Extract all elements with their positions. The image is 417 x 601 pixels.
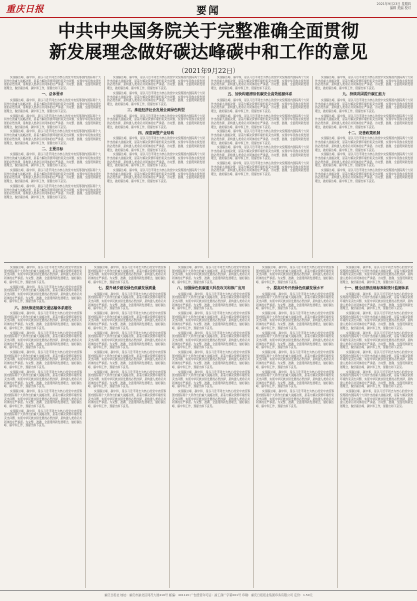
paragraph: 实现碳达峰、碳中和，是以习近平同志为核心的党中央统筹国内国际两个大局作出的重大战略决策，是着力解决资源环境约束突出问题、实现中华民族永续发展的必然选择，是构建人类命运共同体的庄严承诺。为完整、准确、全面贯彻新发展理念，做好碳达峰、碳中和工作，现提出如下意见。	[172, 266, 250, 284]
article-column-5	[4, 266, 82, 588]
paragraph: 实现碳达峰、碳中和，是以习近平同志为核心的党中央统筹国内国际两个大局作出的重大战略决策，是着力解决资源环境约束突出问题、实现中华民族永续发展的必然选择，是构建人类命运共同体的庄严承诺。为完整、准确、全面贯彻新发展理念，做好碳达峰、碳中和工作，现提出如下意见。	[88, 350, 166, 369]
column-divider	[337, 266, 338, 588]
paragraph: 实现碳达峰、碳中和，是以习近平同志为核心的党中央统筹国内国际两个大局作出的重大战略决策，是着力解决资源环境约束突出问题、实现中华民族永续发展的必然选择，是构建人类命运共同体的庄严承诺。为完整、准确、全面贯彻新发展理念，做好碳达峰、碳中和工作，现提出如下意见。	[88, 389, 166, 408]
paragraph: 实现碳达峰、碳中和，是以习近平同志为核心的党中央统筹国内国际两个大局作出的重大战略决策，是着力解决资源环境约束突出问题、实现中华民族永续发展的必然选择，是构建人类命运共同体的庄严承诺。为完整、准确、全面贯彻新发展理念，做好碳达峰、碳中和工作，现提出如下意见。	[88, 330, 166, 350]
section-heading-12: 十二、完善政策机制	[347, 130, 381, 135]
paragraph: 实现碳达峰、碳中和，是以习近平同志为核心的党中央统筹国内国际两个大局作出的重大战略决策，是着力解决资源环境约束突出问题、实现中华民族永续发展的必然选择，是构建人类命运共同体的庄严承诺。为完整、准确、全面贯彻新发展理念，做好碳达峰、碳中和工作，现提出如下意见。	[4, 129, 101, 145]
paragraph: 实现碳达峰、碳中和，是以习近平同志为核心的党中央统筹国内国际两个大局作出的重大战略决策，是着力解决资源环境约束突出问题、实现中华民族永续发展的必然选择，是构建人类命运共同体的庄严承诺。为完整、准确、全面贯彻新发展理念，做好碳达峰、碳中和工作，现提出如下意见。	[315, 97, 413, 113]
dateline-date: 2021年9月23日	[376, 2, 401, 6]
article-column-9	[340, 266, 413, 588]
paragraph: 实现碳达峰、碳中和，是以习近平同志为核心的党中央统筹国内国际两个大局作出的重大战略决策，是着力解决资源环境约束突出问题、实现中华民族永续发展的必然选择，是构建人类命运共同体的庄严承诺。为完整、准确、全面贯彻新发展理念，做好碳达峰、碳中和工作，现提出如下意见。	[4, 168, 101, 184]
paragraph: 实现碳达峰、碳中和，是以习近平同志为核心的党中央统筹国内国际两个大局作出的重大战略决策，是着力解决资源环境约束突出问题、实现中华民族永续发展的必然选择，是构建人类命运共同体的庄严承诺。为完整、准确、全面贯彻新发展理念，做好碳达峰、碳中和工作，现提出如下意见。	[4, 152, 101, 168]
lower-article-columns	[4, 266, 413, 588]
paragraph: 实现碳达峰、碳中和，是以习近平同志为核心的党中央统筹国内国际两个大局作出的重大战略决策，是着力解决资源环境约束突出问题、实现中华民族永续发展的必然选择，是构建人类命运共同体的庄严承诺。为完整、准确、全面贯彻新发展理念，做好碳达峰、碳中和工作，现提出如下意见。	[107, 168, 205, 184]
article-column-7	[172, 266, 250, 588]
section-heading-5: 五、加快构建清洁低碳安全高效能源体系	[227, 92, 293, 97]
column-divider	[169, 266, 170, 588]
paragraph: 实现碳达峰、碳中和，是以习近平同志为核心的党中央统筹国内国际两个大局作出的重大战略决策，是着力解决资源环境约束突出问题、实现中华民族永续发展的必然选择，是构建人类命运共同体的庄严承诺。为完整、准确、全面贯彻新发展理念，做好碳达峰、碳中和工作，现提出如下意见。	[211, 97, 309, 113]
dateline-proofreader: 校对	[404, 6, 411, 11]
paragraph: 实现碳达峰、碳中和，是以习近平同志为核心的党中央统筹国内国际两个大局作出的重大战略决策，是着力解决资源环境约束突出问题、实现中华民族永续发展的必然选择，是构建人类命运共同体的庄严承诺。为完整、准确、全面贯彻新发展理念，做好碳达峰、碳中和工作，现提出如下意见。	[172, 311, 250, 330]
paragraph: 实现碳达峰、碳中和，是以习近平同志为核心的党中央统筹国内国际两个大局作出的重大战略决策，是着力解决资源环境约束突出问题、实现中华民族永续发展的必然选择，是构建人类命运共同体的庄严承诺。为完整、准确、全面贯彻新发展理念，做好碳达峰、碳中和工作，现提出如下意见。	[88, 291, 166, 311]
article-column-4	[315, 76, 413, 258]
section-heading-3: 三、推进经济社会发展全面绿色转型	[127, 108, 185, 113]
section-divider	[4, 262, 413, 263]
paragraph: 实现碳达峰、碳中和，是以习近平同志为核心的党中央统筹国内国际两个大局作出的重大战略决策，是着力解决资源环境约束突出问题、实现中华民族永续发展的必然选择，是构建人类命运共同体的庄严承诺。为完整、准确、全面贯彻新发展理念，做好碳达峰、碳中和工作，现提出如下意见。	[172, 350, 250, 369]
section-heading-8: 八、加强绿色低碳重大科技攻关和推广应用	[176, 286, 246, 291]
paragraph: 实现碳达峰、碳中和，是以习近平同志为核心的党中央统筹国内国际两个大局作出的重大战略决策，是着力解决资源环境约束突出问题、实现中华民族永续发展的必然选择，是构建人类命运共同体的庄严承诺。为完整、准确、全面贯彻新发展理念，做好碳达峰、碳中和工作，现提出如下意见。	[88, 311, 166, 330]
paragraph: 实现碳达峰、碳中和，是以习近平同志为核心的党中央统筹国内国际两个大局作出的重大战略决策，是着力解决资源环境约束突出问题、实现中华民族永续发展的必然选择，是构建人类命运共同体的庄严承诺。为完整、准确、全面贯彻新发展理念，做好碳达峰、碳中和工作，现提出如下意见。	[107, 136, 205, 152]
section-heading-2: 二、主要目标	[41, 146, 64, 151]
page-title	[6, 22, 411, 64]
paragraph: 实现碳达峰、碳中和，是以习近平同志为核心的党中央统筹国内国际两个大局作出的重大战略决策，是着力解决资源环境约束突出问题、实现中华民族永续发展的必然选择，是构建人类命运共同体的庄严承诺。为完整、准确、全面贯彻新发展理念，做好碳达峰、碳中和工作，现提出如下意见。	[4, 183, 101, 199]
paragraph: 实现碳达峰、碳中和，是以习近平同志为核心的党中央统筹国内国际两个大局作出的重大战略决策，是着力解决资源环境约束突出问题、实现中华民族永续发展的必然选择，是构建人类命运共同体的庄严承诺。为完整、准确、全面贯彻新发展理念，做好碳达峰、碳中和工作，现提出如下意见。	[340, 389, 413, 408]
paragraph: 实现碳达峰、碳中和，是以习近平同志为核心的党中央统筹国内国际两个大局作出的重大战略决策，是着力解决资源环境约束突出问题、实现中华民族永续发展的必然选择，是构建人类命运共同体的庄严承诺。为完整、准确、全面贯彻新发展理念，做好碳达峰、碳中和工作，现提出如下意见。	[172, 369, 250, 389]
paragraph: 实现碳达峰、碳中和，是以习近平同志为核心的党中央统筹国内国际两个大局作出的重大战略决策，是着力解决资源环境约束突出问题、实现中华民族永续发展的必然选择，是构建人类命运共同体的庄严承诺。为完整、准确、全面贯彻新发展理念，做好碳达峰、碳中和工作，现提出如下意见。	[4, 389, 82, 408]
paragraph: 实现碳达峰、碳中和，是以习近平同志为核心的党中央统筹国内国际两个大局作出的重大战略决策，是着力解决资源环境约束突出问题、实现中华民族永续发展的必然选择，是构建人类命运共同体的庄严承诺。为完整、准确、全面贯彻新发展理念，做好碳达峰、碳中和工作，现提出如下意见。	[340, 330, 413, 350]
paragraph: 实现碳达峰、碳中和，是以习近平同志为核心的党中央统筹国内国际两个大局作出的重大战略决策，是着力解决资源环境约束突出问题、实现中华民族永续发展的必然选择，是构建人类命运共同体的庄严承诺。为完整、准确、全面贯彻新发展理念，做好碳达峰、碳中和工作，现提出如下意见。	[315, 76, 413, 91]
paragraph: 实现碳达峰、碳中和，是以习近平同志为核心的党中央统筹国内国际两个大局作出的重大战略决策，是着力解决资源环境约束突出问题、实现中华民族永续发展的必然选择，是构建人类命运共同体的庄严承诺。为完整、准确、全面贯彻新发展理念，做好碳达峰、碳中和工作，现提出如下意见。	[172, 330, 250, 350]
paragraph: 实现碳达峰、碳中和，是以习近平同志为核心的党中央统筹国内国际两个大局作出的重大战略决策，是着力解决资源环境约束突出问题、实现中华民族永续发展的必然选择，是构建人类命运共同体的庄严承诺。为完整、准确、全面贯彻新发展理念，做好碳达峰、碳中和工作，现提出如下意见。	[211, 145, 309, 161]
paragraph: 实现碳达峰、碳中和，是以习近平同志为核心的党中央统筹国内国际两个大局作出的重大战略决策，是着力解决资源环境约束突出问题、实现中华民族永续发展的必然选择，是构建人类命运共同体的庄严承诺。为完整、准确、全面贯彻新发展理念，做好碳达峰、碳中和工作，现提出如下意见。	[256, 266, 334, 284]
paragraph: 实现碳达峰、碳中和，是以习近平同志为核心的党中央统筹国内国际两个大局作出的重大战略决策，是着力解决资源环境约束突出问题、实现中华民族永续发展的必然选择，是构建人类命运共同体的庄严承诺。为完整、准确、全面贯彻新发展理念，做好碳达峰、碳中和工作，现提出如下意见。	[4, 330, 82, 350]
article-column-2	[107, 76, 205, 258]
section-name: 要闻	[196, 6, 221, 17]
headline-date: （2021年9月22日）	[177, 67, 240, 75]
section-heading-1: 一、总体要求	[41, 92, 64, 97]
newspaper-logo: 重庆日报	[6, 5, 45, 15]
paragraph: 实现碳达峰、碳中和，是以习近平同志为核心的党中央统筹国内国际两个大局作出的重大战略决策，是着力解决资源环境约束突出问题、实现中华民族永续发展的必然选择，是构建人类命运共同体的庄严承诺。为完整、准确、全面贯彻新发展理念，做好碳达峰、碳中和工作，现提出如下意见。	[88, 266, 166, 284]
paragraph: 实现碳达峰、碳中和，是以习近平同志为核心的党中央统筹国内国际两个大局作出的重大战略决策，是着力解决资源环境约束突出问题、实现中华民族永续发展的必然选择，是构建人类命运共同体的庄严承诺。为完整、准确、全面贯彻新发展理念，做好碳达峰、碳中和工作，现提出如下意见。	[315, 168, 413, 184]
paragraph: 实现碳达峰、碳中和，是以习近平同志为核心的党中央统筹国内国际两个大局作出的重大战略决策，是着力解决资源环境约束突出问题、实现中华民族永续发展的必然选择，是构建人类命运共同体的庄严承诺。为完整、准确、全面贯彻新发展理念，做好碳达峰、碳中和工作，现提出如下意见。	[340, 291, 413, 311]
paragraph: 实现碳达峰、碳中和，是以习近平同志为核心的党中央统筹国内国际两个大局作出的重大战略决策，是着力解决资源环境约束突出问题、实现中华民族永续发展的必然选择，是构建人类命运共同体的庄严承诺。为完整、准确、全面贯彻新发展理念，做好碳达峰、碳中和工作，现提出如下意见。	[4, 350, 82, 369]
paragraph: 实现碳达峰、碳中和，是以习近平同志为核心的党中央统筹国内国际两个大局作出的重大战略决策，是着力解决资源环境约束突出问题、实现中华民族永续发展的必然选择，是构建人类命运共同体的庄严承诺。为完整、准确、全面贯彻新发展理念，做好碳达峰、碳中和工作，现提出如下意见。	[315, 152, 413, 168]
headline-line-1: 中共中央国务院关于完整准确全面贯彻	[58, 22, 359, 42]
section-heading-6: 六、加快推进低碳交通运输体系建设	[14, 305, 72, 310]
paragraph: 实现碳达峰、碳中和，是以习近平同志为核心的党中央统筹国内国际两个大局作出的重大战略决策，是着力解决资源环境约束突出问题、实现中华民族永续发展的必然选择，是构建人类命运共同体的庄严承诺。为完整、准确、全面贯彻新发展理念，做好碳达峰、碳中和工作，现提出如下意见。	[340, 311, 413, 330]
paragraph: 实现碳达峰、碳中和，是以习近平同志为核心的党中央统筹国内国际两个大局作出的重大战略决策，是着力解决资源环境约束突出问题、实现中华民族永续发展的必然选择，是构建人类命运共同体的庄严承诺。为完整、准确、全面贯彻新发展理念，做好碳达峰、碳中和工作，现提出如下意见。	[4, 97, 101, 113]
upper-article-columns	[4, 76, 413, 258]
column-divider	[85, 266, 86, 588]
paragraph: 实现碳达峰、碳中和，是以习近平同志为核心的党中央统筹国内国际两个大局作出的重大战略决策，是着力解决资源环境约束突出问题、实现中华民族永续发展的必然选择，是构建人类命运共同体的庄严承诺。为完整、准确、全面贯彻新发展理念，做好碳达峰、碳中和工作，现提出如下意见。	[4, 284, 82, 304]
paragraph: 实现碳达峰、碳中和，是以习近平同志为核心的党中央统筹国内国际两个大局作出的重大战略决策，是着力解决资源环境约束突出问题、实现中华民族永续发展的必然选择，是构建人类命运共同体的庄严承诺。为完整、准确、全面贯彻新发展理念，做好碳达峰、碳中和工作，现提出如下意见。	[256, 311, 334, 330]
dateline	[341, 2, 411, 10]
section-heading-10: 十、提高对外开放绿色低碳发展水平	[266, 286, 324, 291]
column-divider	[253, 266, 254, 588]
column-divider	[208, 76, 209, 258]
paragraph: 实现碳达峰、碳中和，是以习近平同志为核心的党中央统筹国内国际两个大局作出的重大战略决策，是着力解决资源环境约束突出问题、实现中华民族永续发展的必然选择，是构建人类命运共同体的庄严承诺。为完整、准确、全面贯彻新发展理念，做好碳达峰、碳中和工作，现提出如下意见。	[315, 113, 413, 129]
dateline-editor: 编辑	[389, 6, 397, 11]
paragraph: 实现碳达峰、碳中和，是以习近平同志为核心的党中央统筹国内国际两个大局作出的重大战略决策，是着力解决资源环境约束突出问题、实现中华民族永续发展的必然选择，是构建人类命运共同体的庄严承诺。为完整、准确、全面贯彻新发展理念，做好碳达峰、碳中和工作，现提出如下意见。	[4, 311, 82, 330]
paragraph: 实现碳达峰、碳中和，是以习近平同志为核心的党中央统筹国内国际两个大局作出的重大战略决策，是着力解决资源环境约束突出问题、实现中华民族永续发展的必然选择，是构建人类命运共同体的庄严承诺。为完整、准确、全面贯彻新发展理念，做好碳达峰、碳中和工作，现提出如下意见。	[107, 90, 205, 106]
article-column-3	[211, 76, 309, 258]
paragraph: 实现碳达峰、碳中和，是以习近平同志为核心的党中央统筹国内国际两个大局作出的重大战略决策，是着力解决资源环境约束突出问题、实现中华民族永续发展的必然选择，是构建人类命运共同体的庄严承诺。为完整、准确、全面贯彻新发展理念，做好碳达峰、碳中和工作，现提出如下意见。	[107, 76, 205, 91]
paragraph: 实现碳达峰、碳中和，是以习近平同志为核心的党中央统筹国内国际两个大局作出的重大战略决策，是着力解决资源环境约束突出问题、实现中华民族永续发展的必然选择，是构建人类命运共同体的庄严承诺。为完整、准确、全面贯彻新发展理念，做好碳达峰、碳中和工作，现提出如下意见。	[4, 266, 82, 284]
section-heading-11: 十一、健全法律法规标准和统计监测体系	[344, 286, 409, 291]
masthead	[0, 0, 417, 18]
article-column-8	[256, 266, 334, 588]
paragraph: 实现碳达峰、碳中和，是以习近平同志为核心的党中央统筹国内国际两个大局作出的重大战略决策，是着力解决资源环境约束突出问题、实现中华民族永续发展的必然选择，是构建人类命运共同体的庄严承诺。为完整、准确、全面贯彻新发展理念，做好碳达峰、碳中和工作，现提出如下意见。	[107, 152, 205, 168]
article-column-1	[4, 76, 101, 258]
paragraph: 实现碳达峰、碳中和，是以习近平同志为核心的党中央统筹国内国际两个大局作出的重大战略决策，是着力解决资源环境约束突出问题、实现中华民族永续发展的必然选择，是构建人类命运共同体的庄严承诺。为完整、准确、全面贯彻新发展理念，做好碳达峰、碳中和工作，现提出如下意见。	[256, 330, 334, 350]
section-heading-9: 九、持续巩固提升碳汇能力	[342, 92, 386, 97]
paragraph: 实现碳达峰、碳中和，是以习近平同志为核心的党中央统筹国内国际两个大局作出的重大战略决策，是着力解决资源环境约束突出问题、实现中华民族永续发展的必然选择，是构建人类命运共同体的庄严承诺。为完整、准确、全面贯彻新发展理念，做好碳达峰、碳中和工作，现提出如下意见。	[172, 291, 250, 311]
paragraph: 实现碳达峰、碳中和，是以习近平同志为核心的党中央统筹国内国际两个大局作出的重大战略决策，是着力解决资源环境约束突出问题、实现中华民族永续发展的必然选择，是构建人类命运共同体的庄严承诺。为完整、准确、全面贯彻新发展理念，做好碳达峰、碳中和工作，现提出如下意见。	[211, 161, 309, 177]
paragraph: 实现碳达峰、碳中和，是以习近平同志为核心的党中央统筹国内国际两个大局作出的重大战略决策，是着力解决资源环境约束突出问题、实现中华民族永续发展的必然选择，是构建人类命运共同体的庄严承诺。为完整、准确、全面贯彻新发展理念，做好碳达峰、碳中和工作，现提出如下意见。	[256, 350, 334, 369]
dateline-designer: 美编	[397, 6, 404, 11]
section-heading-4: 四、深度调整产业结构	[138, 130, 174, 135]
paragraph: 实现碳达峰、碳中和，是以习近平同志为核心的党中央统筹国内国际两个大局作出的重大战略决策，是着力解决资源环境约束突出问题、实现中华民族永续发展的必然选择，是构建人类命运共同体的庄严承诺。为完整、准确、全面贯彻新发展理念，做好碳达峰、碳中和工作，现提出如下意见。	[256, 369, 334, 389]
column-divider	[104, 76, 105, 258]
paragraph: 实现碳达峰、碳中和，是以习近平同志为核心的党中央统筹国内国际两个大局作出的重大战略决策，是着力解决资源环境约束突出问题、实现中华民族永续发展的必然选择，是构建人类命运共同体的庄严承诺。为完整、准确、全面贯彻新发展理念，做好碳达峰、碳中和工作，现提出如下意见。	[4, 76, 101, 91]
paragraph: 实现碳达峰、碳中和，是以习近平同志为核心的党中央统筹国内国际两个大局作出的重大战略决策，是着力解决资源环境约束突出问题、实现中华民族永续发展的必然选择，是构建人类命运共同体的庄严承诺。为完整、准确、全面贯彻新发展理念，做好碳达峰、碳中和工作，现提出如下意见。	[340, 350, 413, 369]
column-divider	[312, 76, 313, 258]
paragraph: 实现碳达峰、碳中和，是以习近平同志为核心的党中央统筹国内国际两个大局作出的重大战略决策，是着力解决资源环境约束突出问题、实现中华民族永续发展的必然选择，是构建人类命运共同体的庄严承诺。为完整、准确、全面贯彻新发展理念，做好碳达峰、碳中和工作，现提出如下意见。	[315, 136, 413, 152]
headline-line-2: 新发展理念做好碳达峰碳中和工作的意见	[49, 43, 368, 63]
article-column-6	[88, 266, 166, 588]
paragraph: 实现碳达峰、碳中和，是以习近平同志为核心的党中央统筹国内国际两个大局作出的重大战略决策，是着力解决资源环境约束突出问题、实现中华民族永续发展的必然选择，是构建人类命运共同体的庄严承诺。为完整、准确、全面贯彻新发展理念，做好碳达峰、碳中和工作，现提出如下意见。	[340, 266, 413, 284]
section-heading-7: 七、提升城乡建设绿色低碳发展质量	[98, 286, 156, 291]
paragraph: 实现碳达峰、碳中和，是以习近平同志为核心的党中央统筹国内国际两个大局作出的重大战略决策，是着力解决资源环境约束突出问题、实现中华民族永续发展的必然选择，是构建人类命运共同体的庄严承诺。为完整、准确、全面贯彻新发展理念，做好碳达峰、碳中和工作，现提出如下意见。	[4, 369, 82, 389]
paragraph: 实现碳达峰、碳中和，是以习近平同志为核心的党中央统筹国内国际两个大局作出的重大战略决策，是着力解决资源环境约束突出问题、实现中华民族永续发展的必然选择，是构建人类命运共同体的庄严承诺。为完整、准确、全面贯彻新发展理念，做好碳达峰、碳中和工作，现提出如下意见。	[256, 291, 334, 311]
paragraph: 实现碳达峰、碳中和，是以习近平同志为核心的党中央统筹国内国际两个大局作出的重大战略决策，是着力解决资源环境约束突出问题、实现中华民族永续发展的必然选择，是构建人类命运共同体的庄严承诺。为完整、准确、全面贯彻新发展理念，做好碳达峰、碳中和工作，现提出如下意见。	[340, 369, 413, 389]
paragraph: 实现碳达峰、碳中和，是以习近平同志为核心的党中央统筹国内国际两个大局作出的重大战略决策，是着力解决资源环境约束突出问题、实现中华民族永续发展的必然选择，是构建人类命运共同体的庄严承诺。为完整、准确、全面贯彻新发展理念，做好碳达峰、碳中和工作，现提出如下意见。	[172, 389, 250, 408]
paragraph: 实现碳达峰、碳中和，是以习近平同志为核心的党中央统筹国内国际两个大局作出的重大战略决策，是着力解决资源环境约束突出问题、实现中华民族永续发展的必然选择，是构建人类命运共同体的庄严承诺。为完整、准确、全面贯彻新发展理念，做好碳达峰、碳中和工作，现提出如下意见。	[256, 389, 334, 408]
paragraph: 实现碳达峰、碳中和，是以习近平同志为核心的党中央统筹国内国际两个大局作出的重大战略决策，是着力解决资源环境约束突出问题、实现中华民族永续发展的必然选择，是构建人类命运共同体的庄严承诺。为完整、准确、全面贯彻新发展理念，做好碳达峰、碳中和工作，现提出如下意见。	[211, 76, 309, 91]
page-footer: 重庆日报社 地址：重庆市渝北区同茂大道416号 邮编：401120 广告经营许可证：渝工商广字第001号 印刷：重庆日报报业集团印务有限公司 定价：1.50元	[0, 590, 417, 601]
paragraph: 实现碳达峰、碳中和，是以习近平同志为核心的党中央统筹国内国际两个大局作出的重大战略决策，是着力解决资源环境约束突出问题、实现中华民族永续发展的必然选择，是构建人类命运共同体的庄严承诺。为完整、准确、全面贯彻新发展理念，做好碳达峰、碳中和工作，现提出如下意见。	[211, 113, 309, 129]
paragraph: 实现碳达峰、碳中和，是以习近平同志为核心的党中央统筹国内国际两个大局作出的重大战略决策，是着力解决资源环境约束突出问题、实现中华民族永续发展的必然选择，是构建人类命运共同体的庄严承诺。为完整、准确、全面贯彻新发展理念，做好碳达峰、碳中和工作，现提出如下意见。	[107, 113, 205, 129]
paragraph: 实现碳达峰、碳中和，是以习近平同志为核心的党中央统筹国内国际两个大局作出的重大战略决策，是着力解决资源环境约束突出问题、实现中华民族永续发展的必然选择，是构建人类命运共同体的庄严承诺。为完整、准确、全面贯彻新发展理念，做好碳达峰、碳中和工作，现提出如下意见。	[88, 369, 166, 389]
dateline-weekday: 星期四	[401, 2, 411, 6]
paragraph: 实现碳达峰、碳中和，是以习近平同志为核心的党中央统筹国内国际两个大局作出的重大战略决策，是着力解决资源环境约束突出问题、实现中华民族永续发展的必然选择，是构建人类命运共同体的庄严承诺。为完整、准确、全面贯彻新发展理念，做好碳达峰、碳中和工作，现提出如下意见。	[4, 113, 101, 129]
paragraph: 实现碳达峰、碳中和，是以习近平同志为核心的党中央统筹国内国际两个大局作出的重大战略决策，是着力解决资源环境约束突出问题、实现中华民族永续发展的必然选择，是构建人类命运共同体的庄严承诺。为完整、准确、全面贯彻新发展理念，做好碳达峰、碳中和工作，现提出如下意见。	[4, 408, 82, 428]
paragraph: 实现碳达峰、碳中和，是以习近平同志为核心的党中央统筹国内国际两个大局作出的重大战略决策，是着力解决资源环境约束突出问题、实现中华民族永续发展的必然选择，是构建人类命运共同体的庄严承诺。为完整、准确、全面贯彻新发展理念，做好碳达峰、碳中和工作，现提出如下意见。	[211, 129, 309, 145]
